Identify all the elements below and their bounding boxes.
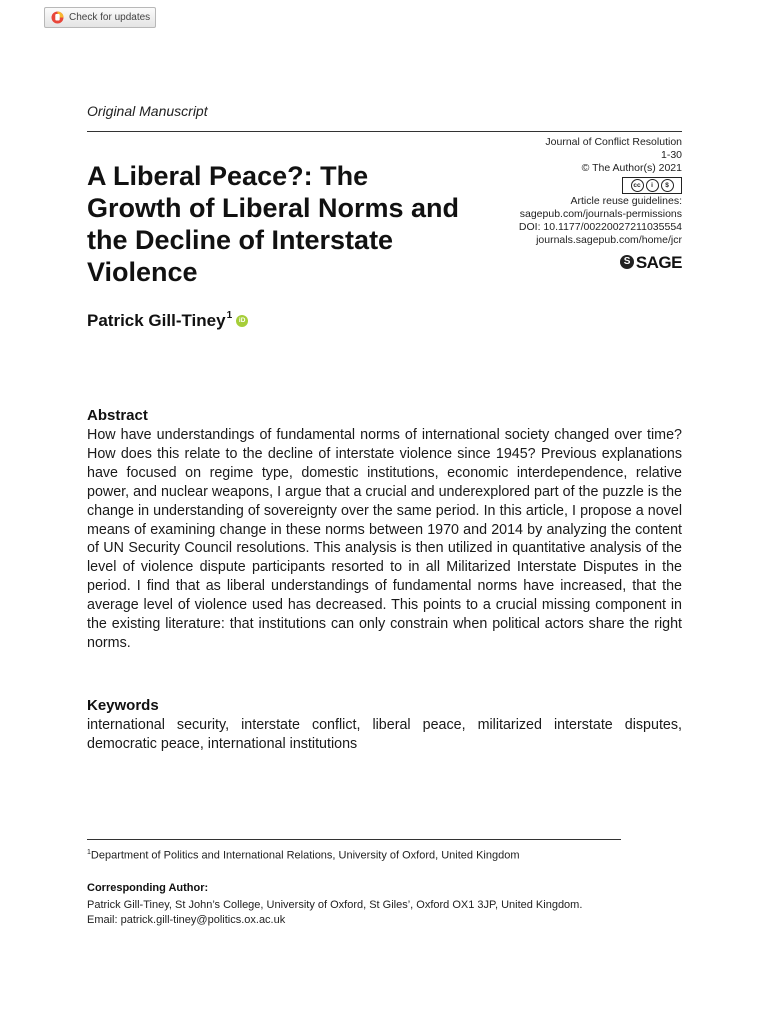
- corresponding-email[interactable]: Email: patrick.gill-tiney@politics.ox.ac.uk: [87, 914, 286, 926]
- orcid-icon[interactable]: iD: [236, 315, 248, 327]
- cc-circle: cc: [631, 179, 644, 192]
- author-line: [87, 311, 248, 331]
- affiliation-footnote: [87, 849, 520, 862]
- check-for-updates-button[interactable]: [44, 7, 156, 28]
- copyright: © The Author(s) 2021: [581, 162, 682, 174]
- crossmark-icon: [51, 11, 64, 24]
- journal-home-link[interactable]: journals.sagepub.com/home/jcr: [536, 234, 682, 246]
- corresponding-author-heading: Corresponding Author:: [87, 882, 209, 894]
- affiliation-text: Department of Politics and International Relations, University of Oxford, United Kingdom: [90, 849, 520, 862]
- doi[interactable]: DOI: 10.1177/00220027211035554: [518, 221, 682, 233]
- nc-circle: $: [661, 179, 674, 192]
- keywords-heading: Keywords: [87, 697, 159, 714]
- footnote-divider: [87, 839, 621, 840]
- keywords-text: international security, interstate conflict, liberal peace, militarized interstate disputes, democratic peace, international institutions: [87, 717, 682, 752]
- article-title: A Liberal Peace?: The Growth of Liberal Norms and the Decline of Interstate Violence: [87, 161, 460, 287]
- publisher-logo: [620, 252, 682, 272]
- author-name[interactable]: Patrick Gill-Tiney: [87, 311, 226, 330]
- reuse-label: Article reuse guidelines:: [570, 195, 682, 207]
- check-for-updates-label: Check for updates: [69, 12, 151, 23]
- cc-license-icon[interactable]: [622, 177, 682, 194]
- corresponding-author-details: [87, 898, 687, 928]
- reuse-link[interactable]: sagepub.com/journals-permissions: [519, 208, 682, 220]
- corresponding-address: Patrick Gill-Tiney, St John’s College, University of Oxford, St Giles’, Oxford OX1 3JP, United Kingdom.: [87, 899, 583, 911]
- journal-name: Journal of Conflict Resolution: [545, 136, 682, 148]
- by-circle: i: [646, 179, 659, 192]
- abstract-text: How have understandings of fundamental norms of international society changed over time? How does this relate to the decline of interstate violence since 1945? Previous explanations have focused on regime type, domestic institutions, economic interdependence, relative power, and nuclear weapons, I argue that a crucial and underexplored part of the puzzle is the change in understanding of sovereignty over the same period. In this article, I propose a novel means of examining change in these norms between 1970 and 2014 by analyzing the content of UN Security Council resolutions. This analysis is then utilized in quantitative analysis of the level of violence dispute participants resorted to in all Militarized Interstate Disputes in the period. I find that as liberal understandings of fundamental norms have increased, that the average level of violence used has decreased. This points to a crucial missing component in the existing literature: that institutions can only constrain when political actors share the right norms.: [87, 427, 682, 651]
- publisher-name: SAGE: [635, 252, 682, 272]
- article-type: Original Manuscript: [87, 103, 208, 119]
- header-divider: [87, 131, 682, 132]
- abstract-heading: Abstract: [87, 407, 148, 424]
- author-affil-mark: 1: [226, 310, 233, 321]
- page-range: 1-30: [660, 149, 682, 161]
- sage-icon: S: [620, 255, 634, 269]
- affil-mark: 1: [87, 849, 91, 856]
